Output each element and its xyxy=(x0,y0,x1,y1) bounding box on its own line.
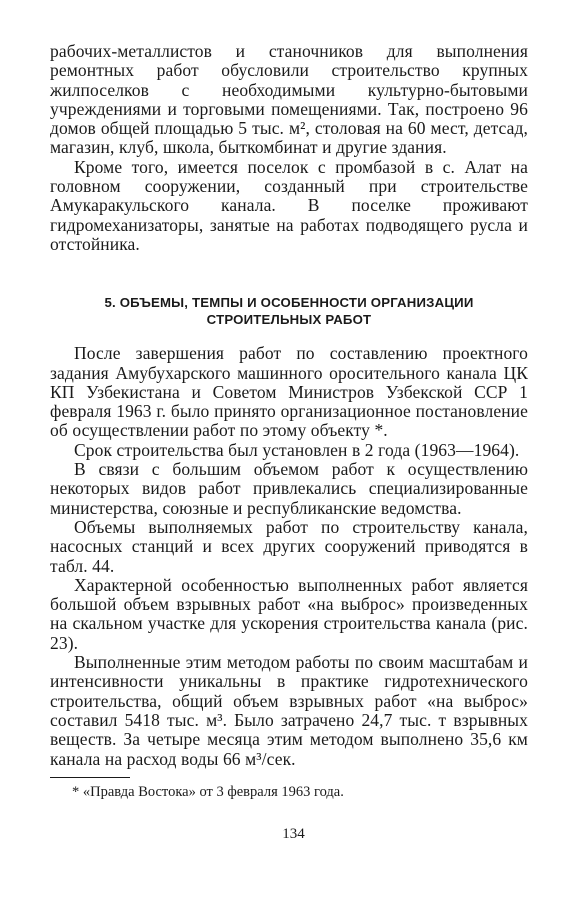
footnote-divider xyxy=(50,777,130,778)
section-heading xyxy=(50,294,528,328)
paragraph-blasting: Характерной особенностью выполненных работ является большой объем взрывных работ «на выброс» произведенных на скальном участке для ускорения строительства канала (рис. 23). xyxy=(50,574,528,653)
paragraph-volumes: Объемы выполняемых работ по строительству канала, насосных станций и всех других сооружений приводятся в табл. 44. xyxy=(50,516,528,576)
section-heading-line1: 5. ОБЪЕМЫ, ТЕМПЫ И ОСОБЕННОСТИ ОРГАНИЗАЦИИ xyxy=(104,295,474,311)
paragraph-ministries: В связи с большим объемом работ к осуществлению некоторых видов работ привлекались специализированные министерства, союзные и республиканские ведомства. xyxy=(50,459,528,518)
page-number: 134 xyxy=(282,826,305,842)
footnote: * «Правда Востока» от 3 февраля 1963 года. xyxy=(72,783,344,800)
paragraph-settlement: Кроме того, имеется поселок с промбазой в с. Алат на головном сооружении, созданный при строительстве Амукаракульского канала. В поселке проживают гидромеханизаторы, занятые на работах подводящего русла и отстойника. xyxy=(50,156,528,254)
section-heading-line2: СТРОИТЕЛЬНЫХ РАБОТ xyxy=(206,312,372,328)
paragraph-results: Выполненные этим методом работы по своим масштабам и интенсивности уникальны в практике гидротехнического строительства, общий объем взрывных работ «на выброс» составил 5418 тыс. м³. Было затрачено 24,7 тыс. т взрывных веществ. За четыре месяца этим методом выполнено 35,6 км канала на расход воды 66 м³/сек. xyxy=(50,652,528,769)
paragraph-continued: рабочих-металлистов и станочников для выполнения ремонтных работ обусловили строительство крупных жилпоселков с необходимыми культурно-бытовыми учреждениями и торговыми помещениями. Так, построено 96 домов общей площадью 5 тыс. м², столовая на 60 мест, детсад, магазин, клуб, школа, быткомбинат и другие здания. xyxy=(50,41,528,158)
page-body xyxy=(50,42,528,801)
paragraph-term: Срок строительства был установлен в 2 года (1963—1964). xyxy=(74,439,520,460)
paragraph-decree: После завершения работ по составлению проектного задания Амубухарского машинного оросительного канала ЦК КП Узбекистана и Советом Министров Узбекской ССР 1 февраля 1963 г. было принято организационное постановление об осуществлении работ по этому объекту *. xyxy=(50,343,528,441)
